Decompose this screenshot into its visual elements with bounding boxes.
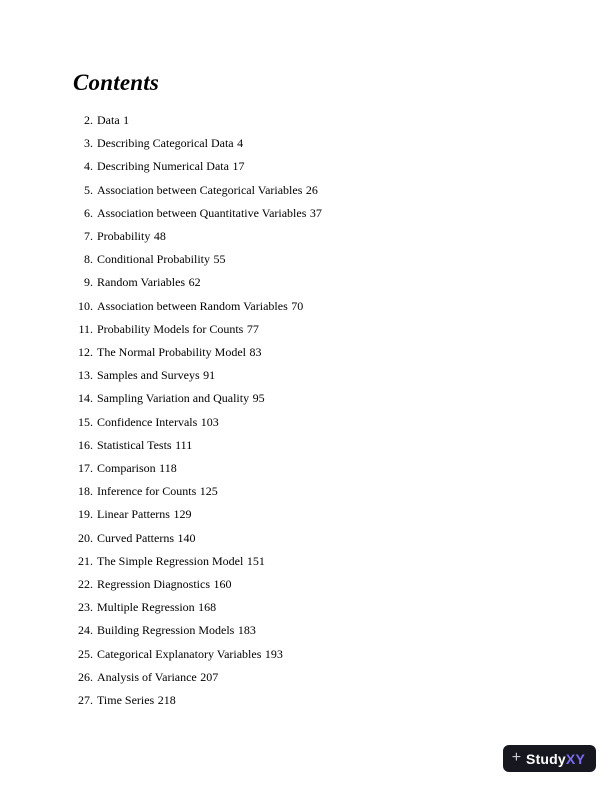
logo-brand-second: XY: [565, 750, 585, 767]
toc-entry-number: 8.: [84, 252, 93, 267]
toc-entry-number: 9.: [84, 275, 93, 290]
toc-entry-page: 55: [213, 252, 226, 267]
toc-entry-title: Comparison: [97, 461, 156, 476]
toc-entry-number: 6.: [84, 205, 93, 220]
toc-entry-title: Association between Quantitative Variables: [97, 205, 307, 220]
toc-entry-title: Samples and Surveys: [97, 368, 200, 383]
toc-entry-number: 26.: [78, 669, 93, 684]
toc-entry-page: 62: [188, 275, 201, 290]
toc-entry-number: 17.: [78, 461, 93, 476]
toc-entry: [73, 550, 572, 573]
toc-entry-page: 26: [305, 182, 318, 197]
toc-entry-number: 13.: [78, 368, 93, 383]
toc-entry-title: Sampling Variation and Quality: [97, 391, 250, 406]
toc-entry-number: 20.: [78, 530, 93, 545]
toc-entry: [73, 619, 572, 642]
toc-entry-page: 218: [157, 693, 176, 708]
toc-entry-title: Association between Random Variables: [97, 298, 288, 313]
toc-entry-page: 70: [291, 298, 304, 313]
toc-entry: [73, 132, 572, 155]
toc-entry-number: 21.: [78, 553, 93, 568]
toc-entry: [73, 643, 572, 666]
toc-entry-page: 48: [153, 229, 166, 244]
toc-entry-page: 111: [175, 437, 193, 452]
toc-entry-title: Linear Patterns: [97, 507, 170, 522]
toc-entry: [73, 179, 572, 202]
toc-entry: [73, 364, 572, 387]
toc-entry: [73, 225, 572, 248]
toc-entry-page: 83: [249, 345, 262, 360]
toc-entry: [73, 457, 572, 480]
toc-entry-title: Conditional Probability: [97, 252, 210, 267]
toc-entry-number: 4.: [84, 159, 93, 174]
toc-entry-page: 37: [309, 205, 322, 220]
toc-entry-page: 125: [199, 484, 218, 499]
toc-entry-number: 23.: [78, 600, 93, 615]
toc-entry-number: 19.: [78, 507, 93, 522]
toc-entry-page: 160: [213, 577, 232, 592]
toc-entry: [73, 480, 572, 503]
toc-entry-title: Confidence Intervals: [97, 414, 198, 429]
studyxy-logo: [503, 745, 596, 772]
toc-entry-number: 25.: [78, 646, 93, 661]
toc-entry-number: 7.: [84, 229, 93, 244]
toc-entry-number: 2.: [84, 113, 93, 127]
toc-entry: [73, 341, 572, 364]
toc-entry: [73, 434, 572, 457]
plus-icon: +: [511, 748, 522, 766]
toc-entry: [73, 503, 572, 526]
toc-entry-page: 1: [123, 113, 130, 127]
toc-entry-title: The Normal Probability Model: [97, 345, 246, 360]
toc-entry-number: 24.: [78, 623, 93, 638]
toc-entry-number: 15.: [78, 414, 93, 429]
toc-entry-page: 95: [252, 391, 265, 406]
toc-entry-title: Probability Models for Counts: [97, 321, 244, 336]
toc-entry-number: 27.: [78, 693, 93, 708]
toc-entry-page: 103: [200, 414, 219, 429]
contents-list: [73, 109, 572, 712]
toc-entry-number: 5.: [84, 182, 93, 197]
toc-entry-title: Describing Numerical Data: [97, 159, 229, 174]
toc-entry-title: Probability: [97, 229, 151, 244]
toc-entry-title: Curved Patterns: [97, 530, 174, 545]
toc-entry-number: 18.: [78, 484, 93, 499]
toc-entry: [73, 295, 572, 318]
toc-entry: [73, 271, 572, 294]
toc-entry-number: 12.: [78, 345, 93, 360]
toc-entry: [73, 666, 572, 689]
toc-entry-title: Categorical Explanatory Variables: [97, 646, 262, 661]
toc-entry: [73, 411, 572, 434]
toc-entry-title: Data: [97, 113, 120, 127]
toc-entry: [73, 573, 572, 596]
toc-entry: [73, 109, 572, 132]
toc-entry-page: 183: [237, 623, 256, 638]
toc-entry-number: 22.: [78, 577, 93, 592]
toc-entry-number: 10.: [78, 298, 93, 313]
toc-entry: [73, 596, 572, 619]
page-title: Contents: [73, 70, 159, 95]
toc-entry: [73, 248, 572, 271]
toc-entry-page: 17: [232, 159, 245, 174]
toc-entry-title: The Simple Regression Model: [97, 553, 244, 568]
toc-entry-title: Analysis of Variance: [97, 669, 197, 684]
toc-entry-title: Random Variables: [97, 275, 186, 290]
toc-entry: [73, 155, 572, 178]
toc-entry-page: 91: [203, 368, 216, 383]
toc-entry-number: 11.: [78, 321, 93, 336]
toc-entry-number: 3.: [84, 136, 93, 151]
toc-entry-title: Inference for Counts: [97, 484, 197, 499]
toc-entry-number: 14.: [78, 391, 93, 406]
logo-brand-first: Study: [526, 750, 566, 767]
toc-entry-title: Describing Categorical Data: [97, 136, 234, 151]
toc-entry: [73, 387, 572, 410]
toc-entry-page: 140: [177, 530, 196, 545]
toc-entry: [73, 202, 572, 225]
toc-entry-page: 4: [237, 136, 244, 151]
toc-entry-page: 129: [173, 507, 192, 522]
toc-entry-title: Time Series: [97, 693, 155, 708]
toc-entry-title: Association between Categorical Variables: [97, 182, 303, 197]
toc-entry-page: 118: [159, 461, 177, 476]
toc-entry-title: Regression Diagnostics: [97, 577, 210, 592]
toc-entry-page: 207: [200, 669, 219, 684]
toc-entry: [73, 689, 572, 712]
toc-entry-title: Multiple Regression: [97, 600, 195, 615]
toc-entry-page: 168: [198, 600, 217, 615]
toc-entry-title: Building Regression Models: [97, 623, 235, 638]
toc-entry-page: 151: [246, 553, 265, 568]
toc-entry-number: 16.: [78, 437, 93, 452]
toc-entry-title: Statistical Tests: [97, 437, 172, 452]
toc-entry: [73, 318, 572, 341]
toc-entry-page: 77: [246, 321, 259, 336]
toc-entry-page: 193: [264, 646, 283, 661]
toc-entry: [73, 527, 572, 550]
